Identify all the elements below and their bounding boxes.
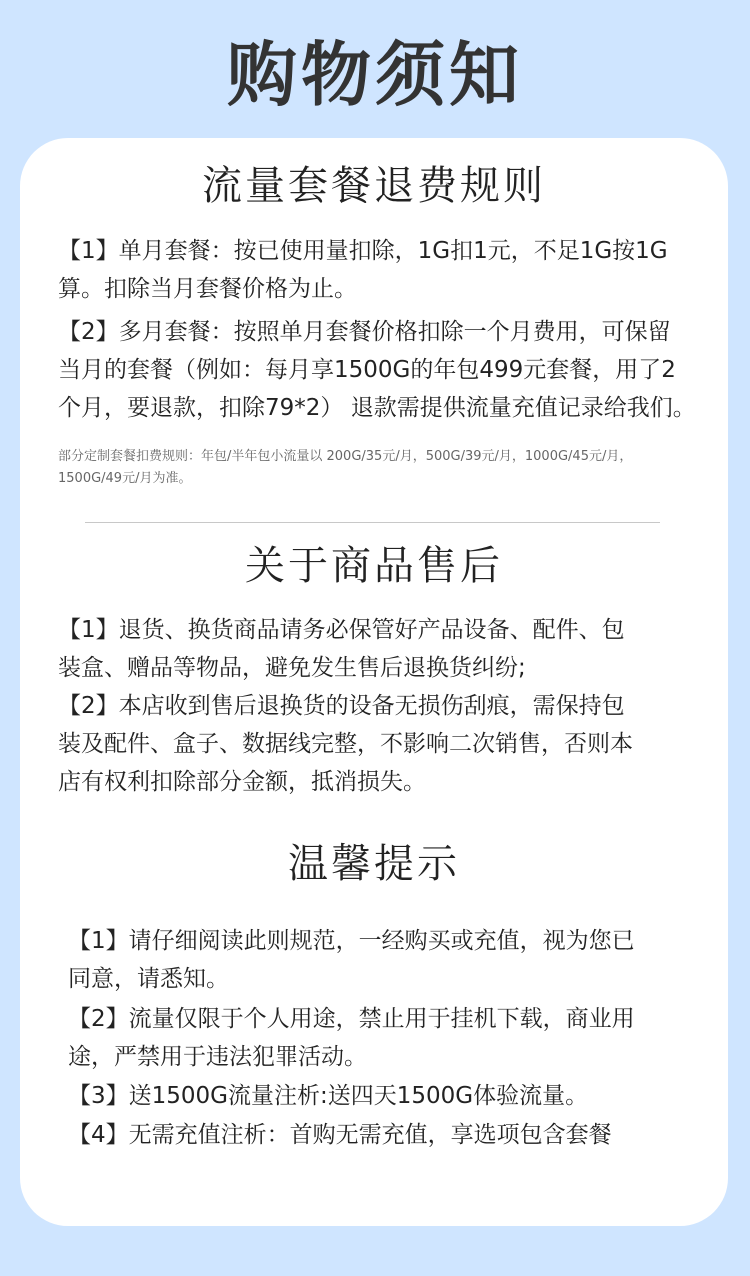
after-sales-rule-2-line-1: 【2】本店收到售后退换货的设备无损伤刮痕，需保持包 [58, 693, 625, 719]
section-title-refund: 流量套餐退费规则 [202, 163, 546, 209]
tip-1 [68, 922, 635, 998]
tip-1-line-2: 同意，请悉知。 [68, 966, 229, 992]
section-title-tips: 温馨提示 [288, 841, 460, 887]
custom-package-note [58, 446, 632, 490]
after-sales-rule-1-line-1: 【1】退货、换货商品请务必保管好产品设备、配件、包 [58, 617, 625, 643]
tip-1-line-1: 【1】请仔细阅读此则规范，一经购买或充值，视为您已 [68, 928, 635, 954]
tip-2-line-1: 【2】流量仅限于个人用途，禁止用于挂机下载，商业用 [68, 1006, 635, 1032]
page-title: 购物须知 [227, 34, 523, 116]
tip-3 [68, 1077, 588, 1115]
section-divider [85, 522, 660, 523]
after-sales-rule-2-line-3: 店有权利扣除部分金额，抵消损失。 [58, 769, 426, 795]
tip-4 [68, 1116, 612, 1154]
refund-rule-2 [58, 313, 696, 427]
custom-package-note-line-2: 1500G/49元/月为准。 [58, 471, 192, 486]
tip-2-line-2: 途，严禁用于违法犯罪活动。 [68, 1044, 367, 1070]
custom-package-note-line-1: 部分定制套餐扣费规则：年包/半年包小流量以 200G/35元/月，500G/39元/月，1000G/45元/月， [58, 449, 633, 464]
refund-rule-2-line-1: 【2】多月套餐：按照单月套餐价格扣除一个月费用，可保留 [58, 319, 671, 345]
tip-3-line-1: 【3】送1500G流量注析:送四天1500G体验流量。 [68, 1083, 589, 1109]
after-sales-rule-2-line-2: 装及配件、盒子、数据线完整，不影响二次销售，否则本 [58, 731, 633, 757]
after-sales-rule-1-line-2: 装盒、赠品等物品，避免发生售后退换货纠纷; [58, 655, 526, 681]
refund-rule-1-line-2: 算。扣除当月套餐价格为止。 [58, 276, 357, 302]
after-sales-rule-2 [58, 687, 633, 801]
refund-rule-2-line-2: 当月的套餐（例如：每月享1500G的年包499元套餐，用了2 [58, 357, 676, 383]
tip-4-line-1: 【4】无需充值注析：首购无需充值，享选项包含套餐 [68, 1122, 612, 1148]
section-title-after-sales: 关于商品售后 [245, 543, 503, 589]
refund-rule-2-line-3: 个月，要退款，扣除79*2） 退款需提供流量充值记录给我们。 [58, 395, 696, 421]
rules-card [20, 138, 728, 1226]
tip-2 [68, 1000, 635, 1076]
refund-rule-1-line-1: 【1】单月套餐：按已使用量扣除，1G扣1元，不足1G按1G [58, 238, 668, 264]
refund-rule-1 [58, 232, 668, 308]
after-sales-rule-1 [58, 611, 625, 687]
